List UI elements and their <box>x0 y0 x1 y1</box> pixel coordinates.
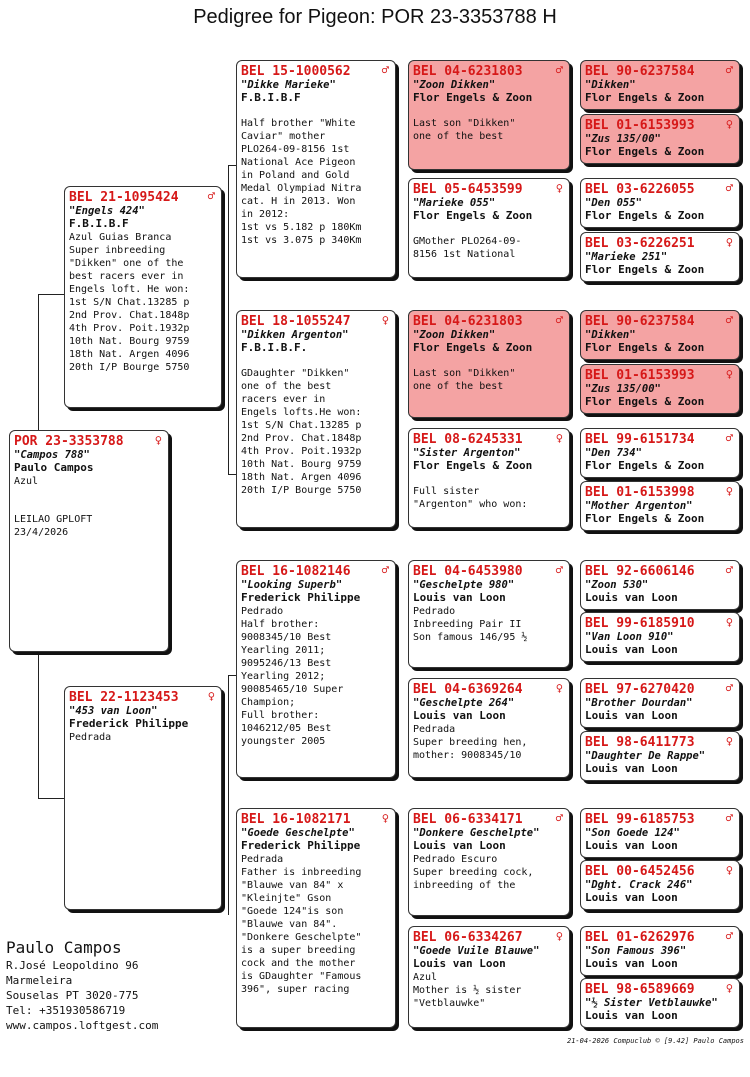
female-icon: ♀ <box>381 313 389 327</box>
connector-line <box>572 337 573 389</box>
ring-number: BEL 03-6226055 <box>585 182 695 197</box>
page-title: Pedigree for Pigeon: POR 23-3353788 H <box>193 6 557 28</box>
female-icon: ♀ <box>725 615 733 629</box>
pigeon-name: "Van Loon 910" <box>585 631 674 643</box>
pigeon-name: "Dikken" <box>585 79 636 91</box>
ring-number: BEL 03-6226251 <box>585 236 695 251</box>
breeder-name: Frederick Philippe <box>241 591 361 604</box>
pigeon-name: "Marieke 055" <box>413 197 496 209</box>
pigeon-name: "Engels 424" <box>69 205 145 217</box>
female-icon: ♀ <box>555 929 563 943</box>
male-icon: ♂ <box>725 681 733 695</box>
connector-line <box>38 651 39 799</box>
pigeon-name: "Dikken Argenton" <box>241 329 349 341</box>
pigeon-card-g1[interactable] <box>580 60 740 110</box>
ring-number: BEL 06-6334171 <box>413 812 523 827</box>
pigeon-notes: Full sister "Argenton" who won: <box>413 486 528 510</box>
pigeon-name: "Geschelpte 264" <box>413 697 515 709</box>
connector-line <box>398 115 399 220</box>
pigeon-card-g2[interactable] <box>580 114 740 164</box>
breeder-name: Louis van Loon <box>585 1009 678 1022</box>
male-icon: ♂ <box>555 811 563 825</box>
pigeon-name: "Den 055" <box>585 197 642 209</box>
pigeon-name: "Sister Argenton" <box>413 447 521 459</box>
pigeon-card-dam[interactable] <box>64 686 222 910</box>
male-icon: ♂ <box>725 63 733 77</box>
ring-number: BEL 99-6185753 <box>585 812 695 827</box>
connector-line <box>398 612 399 722</box>
breeder-name: Louis van Loon <box>585 839 678 852</box>
color-label: Pedrado <box>241 606 284 617</box>
female-icon: ♀ <box>207 689 215 703</box>
ring-number: BEL 08-6245331 <box>413 432 523 447</box>
pigeon-name: "Zus 135/00" <box>585 383 661 395</box>
pigeon-name: "Dikke Marieke" <box>241 79 336 91</box>
pigeon-notes: Half brother "White Caviar" mother PLO264-09-8156 1st National Ace Pigeon in Poland and Gold Medal Olympiad Nitra cat. H in 2013. Won in 2012: 1st vs 5.182 p 180Km 1st vs 3.075 p 340Km <box>241 118 362 246</box>
pigeon-notes: GDaughter "Dikken" one of the best racers ever in Engels lofts.He won: 1st S/N Chat.13285 p 2nd Prov. Chat.1848p 4th Prov. Poit.1932p 10th Nat. Bourg 9759 18th Nat. Argen 4096 20th I/P Bourge 5750 <box>241 368 362 496</box>
pigeon-notes: Father is inbreeding "Blauwe van 84" x "Kleinjte" Gson "Goede 124"is son "Blauwe van 84". "Donkere Geschelpte" is a super breeding cock and the mother is GDaughter "Famous 396", super racing <box>241 867 362 995</box>
pigeon-name: "Looking Superb" <box>241 579 343 591</box>
breeder-name: F.B.I.B.F <box>69 217 129 230</box>
pigeon-name: "453 van Loon" <box>69 705 158 717</box>
connector-line <box>572 88 573 138</box>
breeder-name: Flor Engels & Zoon <box>585 512 705 525</box>
color-label: Azul Guias Branca <box>69 232 172 243</box>
female-icon: ♀ <box>725 734 733 748</box>
pigeon-name: "Dght. Crack 246" <box>585 879 693 891</box>
breeder-name: Flor Engels & Zoon <box>585 145 705 158</box>
connector-line <box>572 953 573 1005</box>
connector-line <box>228 914 229 915</box>
breeder-name: Paulo Campos <box>14 461 94 474</box>
female-icon: ♀ <box>725 863 733 877</box>
breeder-name: F.B.I.B.F. <box>241 341 308 354</box>
pigeon-card-g15[interactable] <box>580 926 740 976</box>
connector-line <box>38 294 66 295</box>
pigeon-name: "Zus 135/00" <box>585 133 661 145</box>
connector-line <box>572 207 573 259</box>
pigeon-card-dam-dam[interactable] <box>236 808 396 1028</box>
pigeon-name: "Son Famous 396" <box>585 945 687 957</box>
owner-city: Marmeleira <box>6 974 73 987</box>
pigeon-card-g3[interactable] <box>580 178 740 228</box>
ring-number: BEL 15-1000562 <box>241 64 351 79</box>
male-icon: ♂ <box>725 811 733 825</box>
pigeon-name: "Campos 788" <box>14 449 90 461</box>
pigeon-notes: Inbreeding Pair II Son famous 146/95 ½ <box>413 619 528 643</box>
pigeon-notes: Last son "Dikken" one of the best <box>413 118 516 142</box>
ring-number: BEL 00-6452456 <box>585 864 695 879</box>
breeder-name: Flor Engels & Zoon <box>413 209 533 222</box>
ring-number: BEL 99-6185910 <box>585 616 695 631</box>
owner-phone: Tel: +351930586719 <box>6 1004 126 1017</box>
connector-line <box>572 706 573 758</box>
pigeon-name: "Mother Argenton" <box>585 500 693 512</box>
owner-website[interactable]: www.campos.loftgest.com <box>6 1019 159 1032</box>
ring-number: BEL 99-6151734 <box>585 432 695 447</box>
ring-number: BEL 04-6453980 <box>413 564 523 579</box>
pigeon-card-g7[interactable] <box>580 428 740 478</box>
breeder-name: Frederick Philippe <box>241 839 361 852</box>
color-label: Azul <box>413 972 438 983</box>
breeder-name: Louis van Loon <box>585 643 678 656</box>
color-label: Pedrada <box>413 724 456 735</box>
female-icon: ♀ <box>725 367 733 381</box>
connector-line <box>228 675 229 915</box>
breeder-name: Louis van Loon <box>585 762 678 775</box>
female-icon: ♀ <box>725 235 733 249</box>
color-label: Pedrado Escuro <box>413 854 498 865</box>
ring-number: BEL 04-6231803 <box>413 314 523 329</box>
female-icon: ♀ <box>725 117 733 131</box>
owner-postal: Souselas PT 3020-775 <box>6 989 139 1002</box>
breeder-name: Flor Engels & Zoon <box>413 459 533 472</box>
ring-number: BEL 92-6606146 <box>585 564 695 579</box>
color-label: Pedrada <box>69 732 112 743</box>
female-icon: ♀ <box>725 484 733 498</box>
breeder-name: Flor Engels & Zoon <box>585 459 705 472</box>
pigeon-card-g8[interactable] <box>580 481 740 531</box>
pigeon-notes: Super inbreeding "Dikken" one of the best racers ever in Engels loft. He won: 1st S/N Chat.13285 p 2nd Prov. Chat.1848p 4th Prov. Poit.1932p 10th Nat. Bourg 9759 18th Nat. Argen 4096 20th I/P Bourge 5750 <box>69 245 190 373</box>
pigeon-card-sds[interactable] <box>408 310 570 418</box>
footer-credit: 21-04-2026 Compuclub © [9.42] Paulo Campos <box>566 1037 744 1045</box>
ring-number: BEL 01-6153993 <box>585 368 695 383</box>
pigeon-name: "Zoon 530" <box>585 579 649 591</box>
female-icon: ♀ <box>381 811 389 825</box>
breeder-name: Flor Engels & Zoon <box>413 341 533 354</box>
pigeon-card-sire-sire[interactable] <box>236 60 396 278</box>
pigeon-card-g14[interactable] <box>580 860 740 910</box>
ring-number: BEL 98-6411773 <box>585 735 695 750</box>
male-icon: ♂ <box>725 929 733 943</box>
pigeon-card-g16[interactable] <box>580 978 740 1028</box>
male-icon: ♂ <box>381 63 389 77</box>
pigeon-name: "Zoon Dikken" <box>413 79 496 91</box>
male-icon: ♂ <box>725 563 733 577</box>
male-icon: ♂ <box>555 63 563 77</box>
breeder-name: Flor Engels & Zoon <box>413 91 533 104</box>
pigeon-name: "Zoon Dikken" <box>413 329 496 341</box>
ring-number: BEL 06-6334267 <box>413 930 523 945</box>
pigeon-card-g11[interactable] <box>580 678 740 728</box>
connector-line <box>572 455 573 507</box>
pigeon-notes: Half brother: 9008345/10 Best Yearling 2011; 9095246/13 Best Yearling 2012; 90085465/10 Super Champion; Full brother: 1046212/05 Best youngster 2005 <box>241 619 344 747</box>
ring-number: POR 23-3353788 <box>14 434 124 449</box>
pigeon-notes: Super breeding hen, mother: 9008345/10 <box>413 737 528 761</box>
connector-line <box>398 364 399 464</box>
pigeon-card-dss[interactable] <box>408 560 570 668</box>
color-label: Pedrada <box>241 854 284 865</box>
pigeon-card-g12[interactable] <box>580 731 740 781</box>
pigeon-card-g4[interactable] <box>580 232 740 282</box>
ring-number: BEL 90-6237584 <box>585 64 695 79</box>
male-icon: ♂ <box>381 563 389 577</box>
owner-address: R.José Leopoldino 96 <box>6 959 139 972</box>
pigeon-name: "Son Goede 124" <box>585 827 680 839</box>
connector-line <box>398 860 399 970</box>
breeder-name: Louis van Loon <box>585 891 678 904</box>
breeder-name: Louis van Loon <box>413 957 506 970</box>
pigeon-name: "Donkere Geschelpte" <box>413 827 540 839</box>
pigeon-card-g9[interactable] <box>580 560 740 610</box>
breeder-name: Flor Engels & Zoon <box>585 395 705 408</box>
owner-name: Paulo Campos <box>6 938 122 957</box>
breeder-name: F.B.I.B.F <box>241 91 301 104</box>
connector-line <box>228 165 229 475</box>
female-icon: ♀ <box>555 431 563 445</box>
breeder-name: Louis van Loon <box>585 957 678 970</box>
pigeon-card-g13[interactable] <box>580 808 740 858</box>
breeder-name: Flor Engels & Zoon <box>585 91 705 104</box>
ring-number: BEL 04-6231803 <box>413 64 523 79</box>
female-icon: ♀ <box>154 433 162 447</box>
male-icon: ♂ <box>555 563 563 577</box>
pigeon-card-sdd[interactable] <box>408 428 570 528</box>
breeder-name: Louis van Loon <box>413 709 506 722</box>
pigeon-name: "Goede Vuile Blauwe" <box>413 945 540 957</box>
pigeon-card-g5[interactable] <box>580 310 740 360</box>
male-icon: ♂ <box>207 189 215 203</box>
ring-number: BEL 18-1055247 <box>241 314 351 329</box>
pigeon-card-dam-sire[interactable] <box>236 560 396 778</box>
ring-number: BEL 21-1095424 <box>69 190 179 205</box>
pigeon-card-sire[interactable] <box>64 186 222 408</box>
pigeon-name: "Den 734" <box>585 447 642 459</box>
pigeon-name: "½ Sister Vetblauwke" <box>585 997 718 1009</box>
male-icon: ♂ <box>725 431 733 445</box>
pigeon-card-dsd[interactable] <box>408 678 570 778</box>
ring-number: BEL 97-6270420 <box>585 682 695 697</box>
male-icon: ♂ <box>555 313 563 327</box>
connector-line <box>572 835 573 887</box>
breeder-name: Louis van Loon <box>585 591 678 604</box>
ring-number: BEL 16-1082171 <box>241 812 351 827</box>
male-icon: ♂ <box>725 313 733 327</box>
pigeon-notes: GMother PLO264-09- 8156 1st National <box>413 236 522 260</box>
breeder-name: Louis van Loon <box>585 709 678 722</box>
breeder-name: Frederick Philippe <box>69 717 189 730</box>
pigeon-card-dds[interactable] <box>408 808 570 916</box>
breeder-name: Flor Engels & Zoon <box>585 263 705 276</box>
ring-number: BEL 01-6153993 <box>585 118 695 133</box>
ring-number: BEL 16-1082146 <box>241 564 351 579</box>
ring-number: BEL 01-6262976 <box>585 930 695 945</box>
male-icon: ♂ <box>725 181 733 195</box>
pigeon-name: "Geschelpte 980" <box>413 579 515 591</box>
pigeon-card-ssd[interactable] <box>408 178 570 278</box>
color-label: Pedrado <box>413 606 456 617</box>
pigeon-name: "Marieke 251" <box>585 251 668 263</box>
ring-number: BEL 22-1123453 <box>69 690 179 705</box>
female-icon: ♀ <box>725 981 733 995</box>
pigeon-card-g10[interactable] <box>580 612 740 662</box>
pigeon-notes: Mother is ½ sister "Vetblauwke" <box>413 985 522 1009</box>
pigeon-name: "Daughter De Rappe" <box>585 750 706 762</box>
ring-number: BEL 98-6589669 <box>585 982 695 997</box>
pigeon-notes: LEILAO GPLOFT 23/4/2026 <box>14 514 93 538</box>
female-icon: ♀ <box>555 181 563 195</box>
pigeon-card-g6[interactable] <box>580 364 740 414</box>
owner-info <box>6 938 158 1033</box>
pigeon-notes: Super breeding cock, inbreeding of the <box>413 867 534 891</box>
color-label: Azul <box>14 476 39 487</box>
pigeon-card-subject[interactable] <box>9 430 169 652</box>
ring-number: BEL 01-6153998 <box>585 485 695 500</box>
pigeon-card-sire-dam[interactable] <box>236 310 396 528</box>
pigeon-name: "Brother Dourdan" <box>585 697 693 709</box>
breeder-name: Louis van Loon <box>413 591 506 604</box>
breeder-name: Flor Engels & Zoon <box>585 209 705 222</box>
ring-number: BEL 90-6237584 <box>585 314 695 329</box>
ring-number: BEL 05-6453599 <box>413 182 523 197</box>
pigeon-card-ddd[interactable] <box>408 926 570 1028</box>
connector-line <box>572 587 573 639</box>
connector-line <box>38 798 66 799</box>
connector-line <box>38 294 39 432</box>
pigeon-notes: Last son "Dikken" one of the best <box>413 368 516 392</box>
breeder-name: Flor Engels & Zoon <box>585 341 705 354</box>
breeder-name: Louis van Loon <box>413 839 506 852</box>
pigeon-card-sss[interactable] <box>408 60 570 170</box>
female-icon: ♀ <box>555 681 563 695</box>
pigeon-name: "Dikken" <box>585 329 636 341</box>
ring-number: BEL 04-6369264 <box>413 682 523 697</box>
pigeon-name: "Goede Geschelpte" <box>241 827 355 839</box>
